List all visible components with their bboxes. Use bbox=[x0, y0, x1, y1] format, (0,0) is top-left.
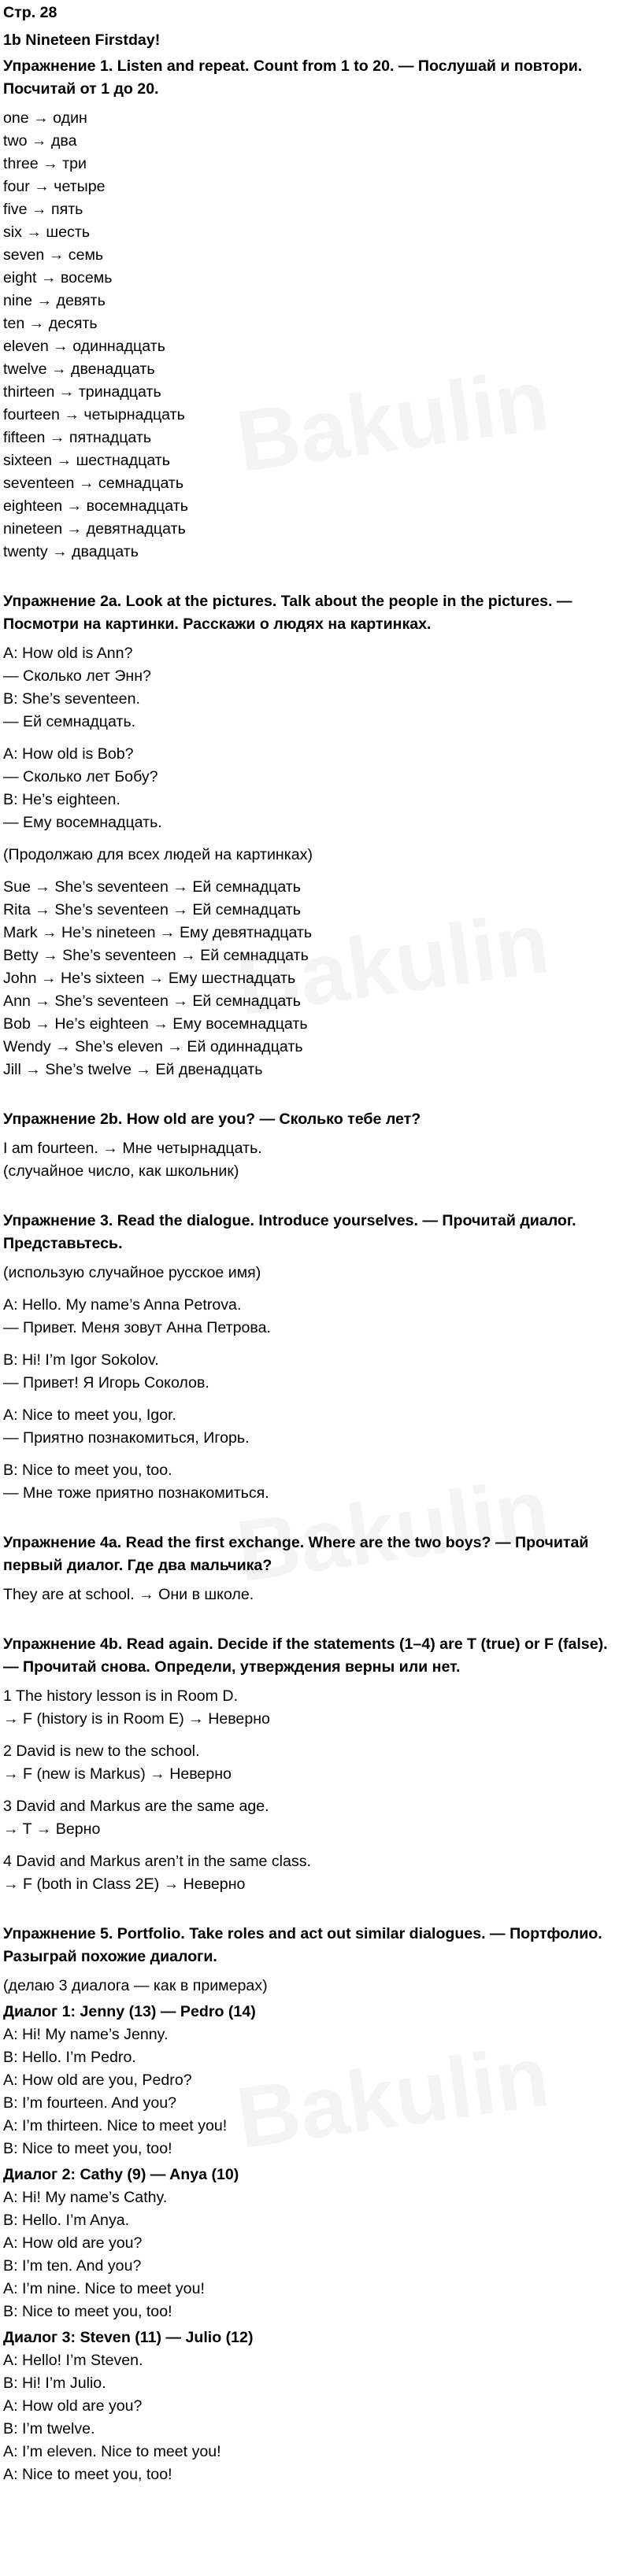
dialog-line: B: Hi! I’m Julio. bbox=[3, 2375, 106, 2392]
note: (случайное число, как школьник) bbox=[3, 1162, 239, 1180]
dialog-line: B: I’m ten. And you? bbox=[3, 2257, 142, 2275]
exercise-5 bbox=[3, 1923, 625, 2486]
list-item: Jill → She’s twelve → Ей двенадцать bbox=[3, 1061, 263, 1078]
dialog-line: — Приятно познакомиться, Игорь. bbox=[3, 1429, 250, 1447]
exercise-3 bbox=[3, 1210, 625, 1505]
dialog-line: — Привет! Я Игорь Соколов. bbox=[3, 1374, 209, 1391]
list-item: Bob → He’s eighteen → Ему восемнадцать bbox=[3, 1015, 308, 1033]
dialog-line: A: I’m nine. Nice to meet you! bbox=[3, 2280, 205, 2297]
dialog-line: — Мне тоже приятно познакомиться. bbox=[3, 1484, 269, 1502]
list-item: Ann → She’s seventeen → Ей семнадцать bbox=[3, 992, 301, 1010]
exercise-2a-heading: Упражнение 2a. Look at the pictures. Talk about the people in the pictures. — Посмотри на картинки. Расскажи о людях на картинках. bbox=[3, 593, 573, 633]
exercise-4a-heading: Упражнение 4a. Read the first exchange. Where are the two boys? — Прочитай первый диалог. Где два мальчика? bbox=[3, 1534, 589, 1574]
statement-answer: → F (new is Markus) → Неверно bbox=[3, 1765, 232, 1783]
people-list bbox=[3, 876, 625, 1081]
list-item: John → He’s sixteen → Ему шестнадцать bbox=[3, 970, 296, 987]
statement-answer: → T → Верно bbox=[3, 1820, 101, 1838]
dialog-line: A: How old is Bob? bbox=[3, 745, 134, 763]
dialog-line: B: Nice to meet you, too. bbox=[3, 1462, 172, 1479]
statement: 2 David is new to the school. bbox=[3, 1743, 200, 1760]
note: (использую случайное русское имя) bbox=[3, 1264, 261, 1281]
statement: 1 The history lesson is in Room D. bbox=[3, 1687, 239, 1705]
dialog-line: B: Nice to meet you, too! bbox=[3, 2140, 172, 2157]
exercise-1-heading: Упражнение 1. Listen and repeat. Count from 1 to 20. — Послушай и повтори. Посчитай от 1 до 20. bbox=[3, 57, 583, 98]
section-title: 1b Nineteen Firstday! bbox=[3, 31, 161, 49]
dialog-block bbox=[3, 743, 625, 834]
list-item: twenty → двадцать bbox=[3, 543, 139, 560]
exercise-2a bbox=[3, 590, 625, 1081]
dialog-line: B: Nice to meet you, too! bbox=[3, 2303, 172, 2320]
note: (делаю 3 диалога — как в примерах) bbox=[3, 1977, 268, 1994]
dialog-line: A: How old are you? bbox=[3, 2234, 143, 2252]
dialog-line: B: She’s seventeen. bbox=[3, 690, 140, 708]
dialog-line: B: I’m fourteen. And you? bbox=[3, 2094, 177, 2112]
list-item: seven → семь bbox=[3, 246, 104, 264]
exercise-1 bbox=[3, 55, 625, 564]
dialog-line: — Сколько лет Бобу? bbox=[3, 768, 158, 785]
list-item: nineteen → девятнадцать bbox=[3, 520, 186, 538]
list-item: four → четыре bbox=[3, 178, 106, 195]
list-item: Mark → He’s nineteen → Ему девятнадцать bbox=[3, 924, 313, 941]
dialog-line: A: I’m eleven. Nice to meet you! bbox=[3, 2443, 221, 2460]
dialog-line: B: I’m twelve. bbox=[3, 2420, 95, 2437]
exercise-4a bbox=[3, 1532, 625, 1606]
dialog-line: B: Hello. I’m Anya. bbox=[3, 2212, 130, 2229]
list-item: fourteen → четырнадцать bbox=[3, 406, 185, 423]
exercise-4b bbox=[3, 1633, 625, 1896]
statement: 3 David and Markus are the same age. bbox=[3, 1798, 269, 1815]
dialog-line: A: Hi! My name’s Jenny. bbox=[3, 2026, 169, 2043]
statement-answer: → F (history is in Room E) → Неверно bbox=[3, 1710, 270, 1728]
exercise-3-heading: Упражнение 3. Read the dialogue. Introduce yourselves. — Прочитай диалог. Представьтесь. bbox=[3, 1212, 576, 1252]
dialog-line: B: Hi! I’m Igor Sokolov. bbox=[3, 1351, 159, 1369]
list-item: eleven → одиннадцать bbox=[3, 338, 165, 355]
number-list bbox=[3, 107, 625, 564]
dialog-line: A: I’m thirteen. Nice to meet you! bbox=[3, 2117, 228, 2134]
page-label: Стр. 28 bbox=[3, 4, 57, 21]
dialog-line: A: Hello! I’m Steven. bbox=[3, 2352, 143, 2369]
dialog-line: — Ей семнадцать. bbox=[3, 713, 136, 730]
list-item: Sue → She’s seventeen → Ей семнадцать bbox=[3, 878, 301, 896]
exercise-2b bbox=[3, 1108, 625, 1183]
list-item: eight → восемь bbox=[3, 269, 113, 286]
dialog-line: A: Hi! My name’s Cathy. bbox=[3, 2189, 168, 2206]
dialog-line: A: Hello. My name’s Anna Petrova. bbox=[3, 1296, 242, 1314]
dialog-line: B: He’s eighteen. bbox=[3, 791, 120, 808]
dialog-block bbox=[3, 642, 625, 734]
list-item: nine → девять bbox=[3, 292, 106, 309]
dialog-title: Диалог 2: Cathy (9) — Anya (10) bbox=[3, 2166, 239, 2183]
list-item: three → три bbox=[3, 155, 87, 172]
list-item: six → шесть bbox=[3, 224, 91, 241]
list-item: Betty → She’s seventeen → Ей семнадцать bbox=[3, 947, 309, 964]
dialog-line: A: Nice to meet you, Igor. bbox=[3, 1406, 176, 1424]
list-item: five → пять bbox=[3, 201, 83, 218]
dialog-title: Диалог 1: Jenny (13) — Pedro (14) bbox=[3, 2003, 256, 2020]
statement-answer: → F (both in Class 2E) → Неверно bbox=[3, 1876, 246, 1893]
exercise-2b-heading: Упражнение 2b. How old are you? — Сколько тебе лет? bbox=[3, 1111, 421, 1128]
statement: 4 David and Markus aren’t in the same class. bbox=[3, 1853, 311, 1870]
dialog-line: A: Nice to meet you, too! bbox=[3, 2466, 172, 2483]
list-item: eighteen → восемнадцать bbox=[3, 497, 188, 515]
list-item: Rita → She’s seventeen → Ей семнадцать bbox=[3, 901, 301, 918]
note: (Продолжаю для всех людей на картинках) bbox=[3, 846, 313, 863]
exercise-4b-heading: Упражнение 4b. Read again. Decide if the statements (1–4) are T (true) or F (false). — Прочитай снова. Определи, утверждения верны или нет. bbox=[3, 1635, 608, 1676]
list-item: two → два bbox=[3, 132, 77, 150]
dialog-line: B: Hello. I’m Pedro. bbox=[3, 2049, 136, 2066]
list-item: ten → десять bbox=[3, 315, 98, 332]
list-item: one → один bbox=[3, 109, 87, 127]
dialog-title: Диалог 3: Steven (11) — Julio (12) bbox=[3, 2329, 254, 2346]
list-item: Wendy → She’s eleven → Ей одиннадцать bbox=[3, 1038, 303, 1055]
dialog-line: A: How old are you? bbox=[3, 2397, 143, 2415]
list-item: sixteen → шестнадцать bbox=[3, 452, 170, 469]
list-item: seventeen → семнадцать bbox=[3, 475, 184, 492]
dialog-line: — Ему восемнадцать. bbox=[3, 814, 162, 831]
dialog-line: A: How old are you, Pedro? bbox=[3, 2072, 192, 2089]
answer-line: I am fourteen. → Мне четырнадцать. bbox=[3, 1140, 262, 1157]
page-content bbox=[3, 0, 625, 2486]
dialog-line: A: How old is Ann? bbox=[3, 645, 133, 662]
list-item: twelve → двенадцать bbox=[3, 360, 155, 378]
dialog-line: — Привет. Меня зовут Анна Петрова. bbox=[3, 1319, 271, 1336]
list-item: fifteen → пятнадцать bbox=[3, 429, 152, 446]
list-item: thirteen → тринадцать bbox=[3, 383, 161, 401]
dialog-line: — Сколько лет Энн? bbox=[3, 667, 151, 685]
exercise-5-heading: Упражнение 5. Portfolio. Take roles and act out similar dialogues. — Портфолио. Разыграй похожие диалоги. bbox=[3, 1925, 602, 1965]
answer-line: They are at school. → Они в школе. bbox=[3, 1586, 254, 1603]
